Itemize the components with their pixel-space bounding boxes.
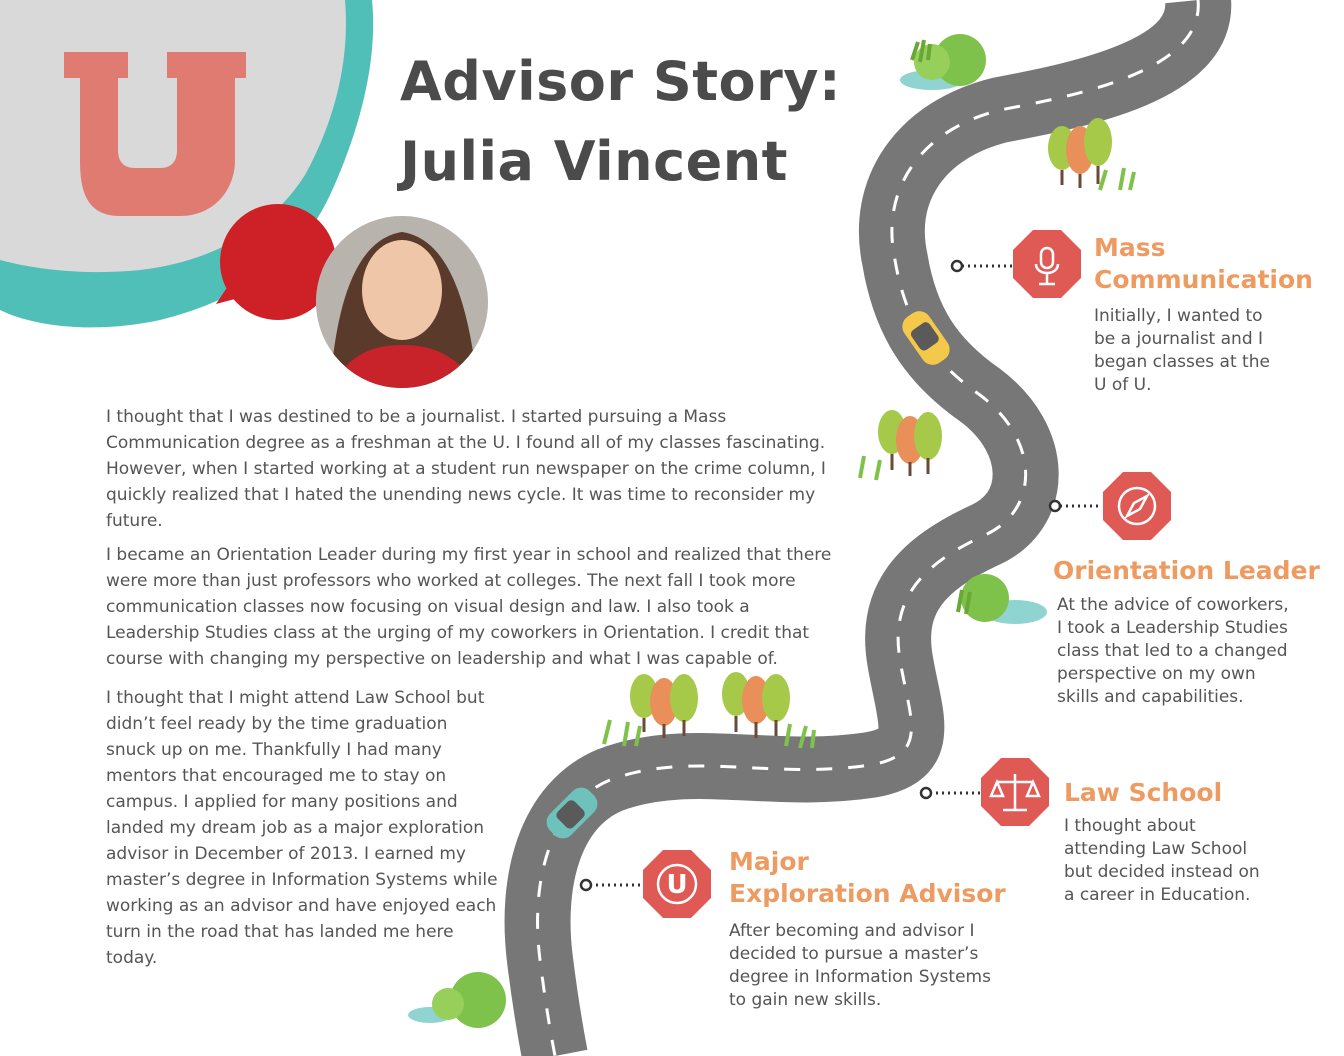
- stop-title-line-1: Major: [729, 847, 809, 876]
- trees-icon: [1048, 118, 1134, 190]
- stop-title-line-2: Communication: [1094, 265, 1313, 294]
- stop-title-line-1: Mass: [1094, 233, 1166, 262]
- story-paragraph-1: I thought that I was destined to be a journalist. I started pursuing a Mass Communication degree as a freshman at the U. I found all of my classes fascinating. However, when I started working at a student run newspaper on the crime column, I quickly realized that I hated the unending news cycle. It was time to reconsider my future.: [106, 407, 826, 531]
- stop-title-line-2: Exploration Advisor: [729, 879, 1006, 908]
- compass-icon: [1103, 472, 1171, 540]
- stop-title-mass-communication: [1094, 232, 1334, 296]
- u-logo-letter: U: [666, 870, 688, 900]
- bush-icon: [408, 972, 506, 1028]
- scales-icon: [981, 758, 1049, 826]
- stop-description-mass-communication: Initially, I wanted to be a journalist and I began classes at the U of U.: [1094, 306, 1270, 395]
- title-line-2: Julia Vincent: [400, 130, 788, 193]
- u-logo-icon: [643, 850, 711, 918]
- title-line-1: Advisor Story:: [400, 50, 842, 113]
- trees-icon: [860, 410, 942, 480]
- stop-title-law-school: Law School: [1064, 778, 1223, 807]
- bush-icon: [900, 34, 986, 90]
- trees-icon: [604, 674, 698, 746]
- story-paragraph-2: I became an Orientation Leader during my first year in school and realized that there were more than just professors who worked at colleges. The next fall I took more communication classes now focusing on visual design and law. I also took a Leadership Studies class at the urging of my coworkers in Orientation. I credit that course with changing my perspective on leadership and what I was capable of.: [106, 545, 832, 669]
- bush-icon: [958, 574, 1047, 624]
- stop-title-orientation-leader: Orientation Leader: [1053, 556, 1320, 585]
- stop-description-major-exploration-advisor: After becoming and advisor I decided to pursue a master’s degree in Information Systems to gain new skills.: [729, 921, 991, 1010]
- story-paragraph-3: I thought that I might attend Law School but didn’t feel ready by the time graduation snuck up on me. Thankfully I had many mentors that encouraged me to stay on campus. I applied for many positions and landed my dream job as a major exploration advisor in December of 2013. I earned my master’s degree in Information Systems while working as an advisor and have enjoyed each turn in the road that has landed me here today.: [106, 688, 498, 968]
- stop-description-law-school: I thought about attending Law School but decided instead on a career in Education.: [1064, 816, 1260, 905]
- stop-title-major-exploration-advisor: [729, 846, 1009, 910]
- stop-description-orientation-leader: At the advice of coworkers, I took a Leadership Studies class that led to a changed perspective on my own skills and capabilities.: [1057, 595, 1289, 707]
- microphone-icon: [1013, 230, 1081, 298]
